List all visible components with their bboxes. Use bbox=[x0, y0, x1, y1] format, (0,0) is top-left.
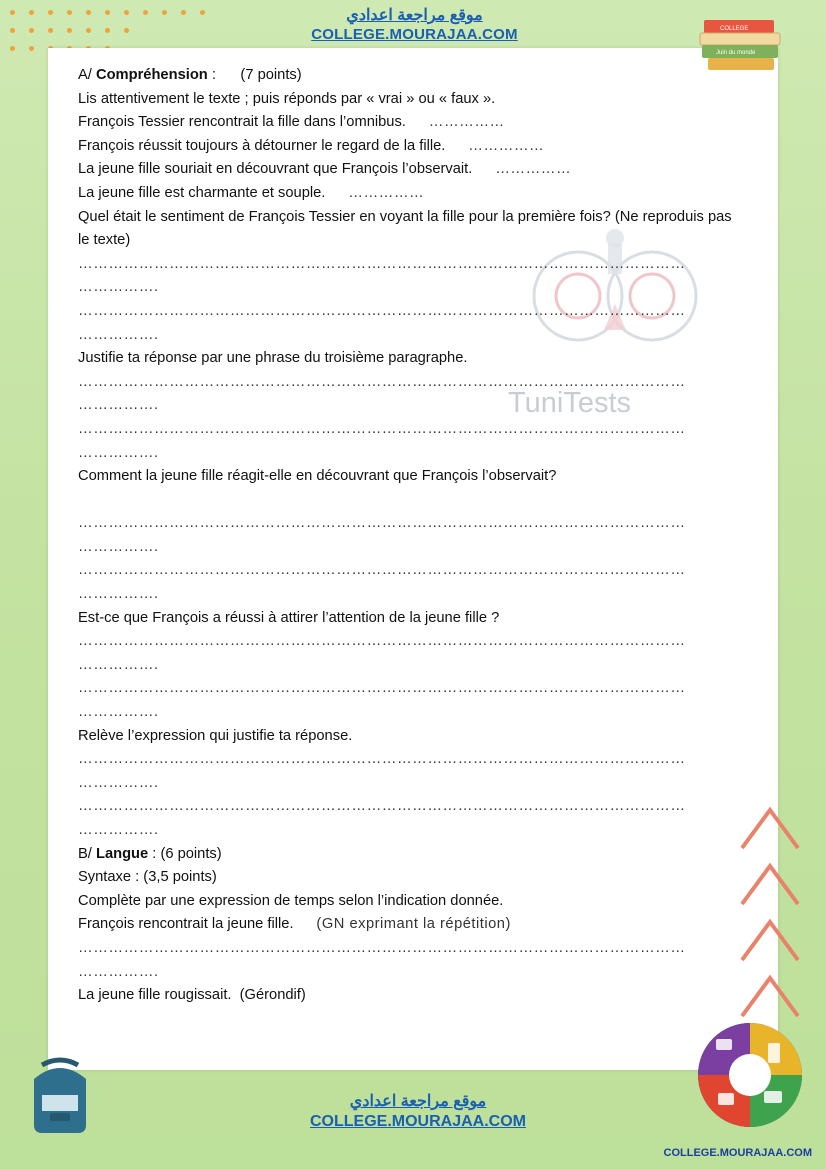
answer-dotted-line: ………………………………………………………………………………………………………… bbox=[78, 562, 686, 579]
answer-dotted-line: ……………. bbox=[78, 774, 159, 791]
answer-dotted-line: ……………. bbox=[78, 822, 159, 838]
school-supplies-wheel-icon bbox=[694, 1019, 806, 1131]
books-icon bbox=[690, 6, 798, 76]
decorative-dot bbox=[67, 28, 72, 33]
exercise-line-with-answer-space: François réussit toujours à détourner le regard de la fille. …………… bbox=[78, 137, 545, 154]
answer-dotted-line: ………………………………………………………………………………………………………… bbox=[78, 255, 686, 272]
answer-dotted-line: ……………. bbox=[78, 586, 159, 603]
exercise-line-with-answer-space: François rencontrait la jeune fille. (GN exprimant la répétition) bbox=[78, 916, 511, 933]
decorative-dot bbox=[10, 10, 15, 15]
decorative-dot bbox=[48, 10, 53, 15]
watermark-text: TuniTests bbox=[508, 387, 632, 419]
exercise-line-with-answer-space: La jeune fille est charmante et souple. …………… bbox=[78, 184, 425, 201]
decorative-dot bbox=[29, 46, 34, 51]
decorative-dot bbox=[181, 10, 186, 15]
answer-dotted-line: ………………………………………………………………………………………………………… bbox=[78, 302, 686, 319]
decorative-dot bbox=[29, 28, 34, 33]
footer-banner bbox=[228, 1092, 608, 1131]
answer-dotted-line: ………………………………………………………………………………………………………… bbox=[78, 680, 686, 697]
answer-dotted-line: ………………………………………………………………………………………………………… bbox=[78, 515, 686, 532]
exercise-line: Syntaxe : (3,5 points) bbox=[78, 869, 217, 886]
answer-dotted-line: ……………. bbox=[78, 397, 159, 414]
decorative-dot bbox=[124, 28, 129, 33]
decorative-dot bbox=[10, 28, 15, 33]
exercise-line: Est-ce que François a réussi à attirer l’attention de la jeune fille ? bbox=[78, 609, 500, 626]
answer-dotted-line: ………………………………………………………………………………………………………… bbox=[78, 420, 686, 437]
decorative-dot bbox=[105, 10, 110, 15]
decorative-dot bbox=[143, 10, 148, 15]
footer-url[interactable]: COLLEGE.MOURAJAA.COM bbox=[310, 1112, 526, 1130]
backpack-icon bbox=[12, 1049, 116, 1141]
answer-dotted-line: ………………………………………………………………………………………………………… bbox=[78, 373, 686, 390]
exercise-line: Comment la jeune fille réagit-elle en découvrant que François l’observait? bbox=[78, 468, 557, 485]
exercise-line: Quel était le sentiment de François Tessier en voyant la fille pour la première fois? (Ne reproduis pas le texte) bbox=[78, 208, 736, 249]
answer-dotted-line: ………………………………………………………………………………………………………… bbox=[78, 633, 686, 650]
header-url[interactable]: COLLEGE.MOURAJAA.COM bbox=[311, 26, 518, 43]
exercise-line: Relève l’expression qui justifie ta réponse. bbox=[78, 727, 353, 744]
exercise-line-with-answer-space: François Tessier rencontrait la fille dans l’omnibus. …………… bbox=[78, 114, 505, 131]
answer-dotted-line: ……………. bbox=[78, 963, 159, 980]
exercise-line: Complète par une expression de temps selon l’indication donnée. bbox=[78, 892, 504, 909]
answer-dotted-line: ………………………………………………………………………………………………………… bbox=[78, 939, 686, 956]
header-banner bbox=[222, 6, 607, 43]
decorative-dot bbox=[67, 10, 72, 15]
decorative-dot bbox=[10, 46, 15, 51]
answer-dotted-line: ………………………………………………………………………………………………………… bbox=[78, 798, 686, 815]
exercise-line: Justifie ta réponse par une phrase du troisième paragraphe. bbox=[78, 350, 468, 367]
decorative-dot bbox=[162, 10, 167, 15]
answer-dotted-line: ………………………………………………………………………………………………………… bbox=[78, 751, 686, 768]
spacer bbox=[78, 489, 746, 513]
decorative-dot bbox=[124, 10, 129, 15]
decorative-dot bbox=[200, 10, 205, 15]
svg-text:COLLEGE: COLLEGE bbox=[720, 26, 749, 32]
decorative-dot bbox=[86, 28, 91, 33]
answer-dotted-line: ……………. bbox=[78, 704, 159, 721]
exercise-line: Lis attentivement le texte ; puis réponds par « vrai » ou « faux ». bbox=[78, 90, 496, 107]
answer-dotted-line: ……………. bbox=[78, 444, 159, 461]
answer-dotted-line: ……………. bbox=[78, 326, 159, 343]
header-arabic-title: موقع مراجعة اعدادي bbox=[346, 7, 483, 24]
exercise-line-with-answer-space: La jeune fille souriait en découvrant que François l’observait. …………… bbox=[78, 161, 572, 178]
svg-text:Juin du monde: Juin du monde bbox=[716, 50, 756, 56]
section-heading-comprehension: A/ Compréhension : (7 points) bbox=[78, 67, 302, 83]
exercise-content bbox=[78, 64, 746, 1008]
answer-dotted-line: ……………. bbox=[78, 538, 159, 555]
exercise-line: La jeune fille rougissait. (Gérondif) bbox=[78, 987, 306, 1004]
section-heading-langue: B/ Langue : (6 points) bbox=[78, 845, 222, 862]
answer-dotted-line: ……………. bbox=[78, 656, 159, 673]
chevron-decoration bbox=[738, 800, 802, 1030]
decorative-dot bbox=[105, 28, 110, 33]
corner-url[interactable]: COLLEGE.MOURAJAA.COM bbox=[663, 1147, 812, 1159]
answer-dotted-line: ……………. bbox=[78, 279, 159, 296]
decorative-dot bbox=[86, 10, 91, 15]
decorative-dot bbox=[29, 10, 34, 15]
decorative-dot bbox=[48, 28, 53, 33]
footer-arabic-title: موقع مراجعة اعدادي bbox=[349, 1093, 487, 1110]
